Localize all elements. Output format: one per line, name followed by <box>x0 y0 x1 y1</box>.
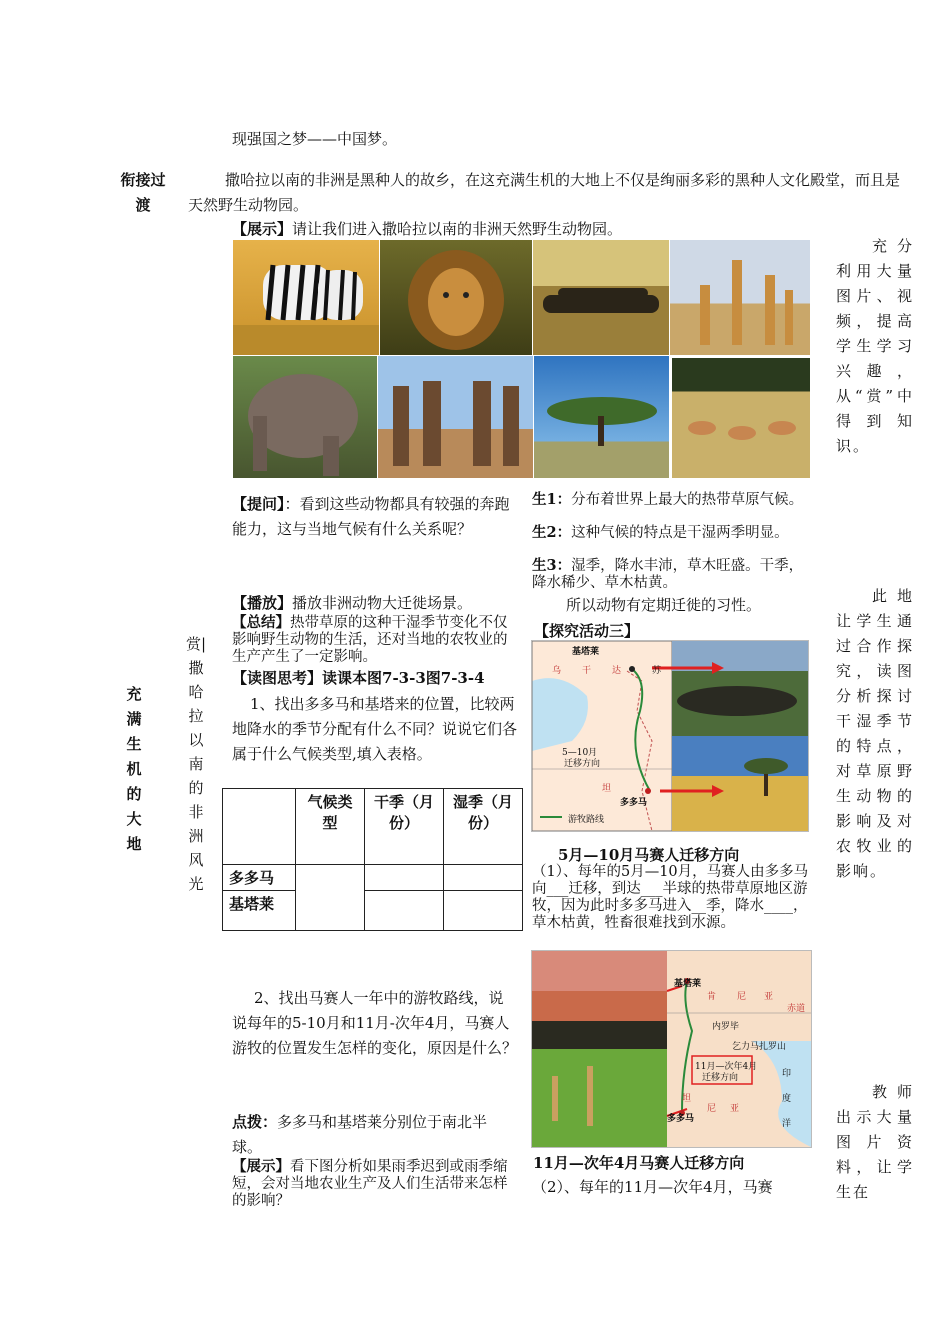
hint-block <box>232 1110 517 1160</box>
giraffe-image <box>670 240 810 355</box>
section-label-land: 充满生机的大地 <box>126 685 142 853</box>
section-sub-label: 赏|撒哈拉以南的非洲风光 <box>186 635 207 893</box>
answer-3-who: 生3： <box>532 557 572 574</box>
map2-caption: 11月—次年4月马赛人迁移方向 <box>533 1154 745 1172</box>
text-line-top: 现强国之梦——中国梦。 <box>232 130 398 148</box>
answer-3-text: 湿季，降水丰沛，草木旺盛。干季，降水稀少、草木枯黄。 <box>532 558 804 591</box>
question-2-text: （2）、每年的11月—次年4月，马赛 <box>532 1178 773 1196</box>
photo-zebras <box>233 240 379 355</box>
task-2: 2、找出马赛人一年中的游牧路线，说说每年的5-10月和11月-次年4月，马赛人游牧的位置发生怎样的变化，原因是什么？ <box>232 989 518 1057</box>
table-header-type: 气候类型 <box>296 789 365 865</box>
map2-label: 尼 <box>737 992 747 1002</box>
show-line <box>232 218 622 239</box>
answer-2 <box>532 524 814 542</box>
photo-giraffes <box>670 240 810 355</box>
map1-label: 苏 <box>652 666 662 676</box>
map1-label-months: 5—10月 <box>562 748 598 758</box>
map1-caption: 5月—10月马赛人迁移方向 <box>558 846 740 864</box>
map1-label: 达 <box>612 666 622 676</box>
question-text: ：看到这些动物都具有较强的奔跑能力，这与当地气候有什么关系呢？ <box>232 495 510 538</box>
task-1: 1、找出多多马和基塔来的位置，比较两地降水的季节分配有什么不同？说说它们各属于什么气候类型,填入表格。 <box>232 695 518 763</box>
answer-2-text: 这种气候的特点是干湿两季明显。 <box>571 525 789 541</box>
map2-label-kilimanjaro: 乞力马扎罗山 <box>732 1042 787 1052</box>
answer-2-who: 生2： <box>532 524 572 541</box>
answer-1 <box>532 491 814 509</box>
table-cell <box>444 891 523 931</box>
teaching-note-2: 此地让学生通过合作探究，读图分析探讨干湿季节的特点，对草原野生动物的影响及对农牧业的影响。 <box>836 587 914 880</box>
answer-1-who: 生1： <box>532 491 572 508</box>
show-tag: 【展示】 <box>232 220 293 238</box>
table-cell-type <box>296 865 365 931</box>
map1-label-legend: 游牧路线 <box>568 815 605 825</box>
climate-table <box>222 788 523 931</box>
map1-label: 乌 <box>552 666 562 676</box>
question-tag: 【提问】 <box>232 495 285 513</box>
map1-label: 干 <box>582 666 592 676</box>
photo-acacia <box>534 356 669 478</box>
play-line <box>232 592 472 613</box>
map1-label-kitale: 基塔莱 <box>572 647 600 657</box>
answer-1-text: 分布着世界上最大的热带草原气候。 <box>571 492 804 508</box>
hint-tag: 点拨： <box>232 1113 278 1131</box>
intro-paragraph: 撒哈拉以南的非洲是黑种人的故乡，在这充满生机的大地上不仅是绚丽多彩的黑种人文化殿堂，而且是天然野生动物园。 <box>188 171 901 214</box>
map2-label: 肯 <box>707 992 717 1002</box>
show2-block <box>232 1158 517 1210</box>
migration-map-2 <box>531 950 812 1148</box>
answer-conclusion: 所以动物有定期迁徙的习性。 <box>566 596 762 614</box>
table-corner <box>223 789 296 865</box>
map2-label: 坦 <box>682 1094 692 1104</box>
photo-herd <box>533 240 669 355</box>
show2-tag: 【展示】 <box>232 1158 290 1175</box>
map2-label: 度 <box>782 1094 792 1104</box>
photo-gazelles <box>672 358 810 478</box>
map2-label: 尼 <box>707 1104 717 1114</box>
show-text: 请让我们进入撒哈拉以南的非洲天然野生动物园。 <box>292 220 623 238</box>
map2-label-equator: 赤道 <box>787 1004 806 1014</box>
table-cell <box>365 865 444 891</box>
play-tag: 【播放】 <box>232 594 293 612</box>
question-block <box>232 492 517 542</box>
table-header-wet: 湿季（月份） <box>444 789 523 865</box>
map1-label: 坦 <box>602 784 612 794</box>
answer-3 <box>532 557 817 592</box>
acacia-image <box>534 356 669 478</box>
explore-heading: 【探究活动三】 <box>534 622 640 640</box>
map2-label-kitale: 基塔莱 <box>674 979 702 989</box>
read-map-heading: 【读图思考】读课本图7-3-3图7-3-4 <box>232 669 485 687</box>
map2-label-direction: 迁移方向 <box>702 1073 739 1083</box>
map2-label: 亚 <box>730 1104 740 1114</box>
map2-label: 印 <box>782 1069 792 1079</box>
map2-label: 洋 <box>782 1119 792 1129</box>
map-1-graphic <box>532 641 808 831</box>
baobab-image <box>378 356 533 478</box>
summary-text: 热带草原的这种干湿季节变化不仅影响野生动物的生活，还对当地的农牧业的生产产生了一定影响。 <box>232 615 508 665</box>
hint-text: 多多马和基塔莱分别位于南北半球。 <box>232 1113 488 1156</box>
migration-map-1 <box>531 640 809 832</box>
section-label-transition: 衔接过渡 <box>120 171 166 214</box>
map2-label-nairobi: 内罗毕 <box>712 1022 740 1032</box>
map1-label-direction: 迁移方向 <box>564 759 601 769</box>
herd-image <box>533 240 669 355</box>
map2-label: 亚 <box>764 992 774 1002</box>
elephant-image <box>233 356 377 478</box>
map2-label-dodoma: 多多马 <box>667 1114 695 1124</box>
lion-image <box>380 240 532 355</box>
table-cell <box>444 865 523 891</box>
teaching-note-3: 教师出示大量图片资料，让学生在 <box>836 1083 914 1201</box>
photo-elephants <box>233 356 377 478</box>
table-header-dry: 干季（月份） <box>365 789 444 865</box>
table-cell <box>365 891 444 931</box>
play-text: 播放非洲动物大迁徙场景。 <box>292 594 473 612</box>
summary-tag: 【总结】 <box>232 614 290 631</box>
photo-lion <box>380 240 532 355</box>
summary-block <box>232 614 520 666</box>
show2-text: 看下图分析如果雨季迟到或雨季缩短，会对当地农业生产及人们生活带来怎样的影响？ <box>232 1159 508 1209</box>
table-row-dodoma: 多多马 <box>223 865 296 891</box>
map2-label-months: 11月—次年4月 <box>695 1062 758 1072</box>
map1-label-dodoma: 多多马 <box>620 798 648 808</box>
teaching-note-1: 充分利用大量图片、视频，提高学生学习兴趣，从“赏”中得到知识。 <box>836 237 914 455</box>
question-1-text: （1）、每年的5月—10月，马赛人由多多马向___迁移，到达___半球的热带草原地区游牧，因为此时多多马进入__季，降水____，草木枯黄，牲畜很难找到水源。 <box>532 864 809 931</box>
photo-baobab <box>378 356 533 478</box>
table-row-kitale: 基塔莱 <box>223 891 296 931</box>
gazelle-image <box>672 358 810 478</box>
zebra-image <box>233 240 379 355</box>
